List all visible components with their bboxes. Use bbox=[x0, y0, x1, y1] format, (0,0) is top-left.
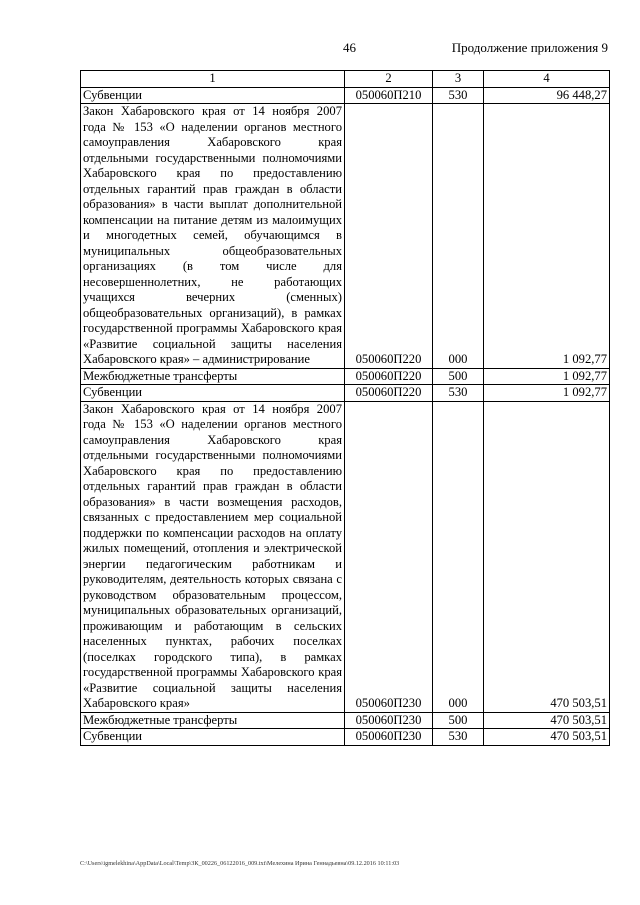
table-header-row bbox=[81, 71, 610, 88]
row-type: 500 bbox=[433, 368, 484, 385]
budget-table bbox=[80, 70, 610, 746]
row-amount: 96 448,27 bbox=[484, 87, 610, 104]
table-row bbox=[81, 87, 610, 104]
row-code: 050060П220 bbox=[345, 104, 433, 369]
row-amount: 1 092,77 bbox=[484, 368, 610, 385]
row-code: 050060П220 bbox=[345, 385, 433, 402]
document-footer-path: C:\Users\igmelekhina\AppData\Local\Temp\ЗК_00226_06122016_009.txt\Мелехина Ирина Геннадьевна\09.12.2016 10:11:03 bbox=[80, 860, 400, 867]
table-row bbox=[81, 712, 610, 729]
table-row bbox=[81, 729, 610, 746]
row-amount: 1 092,77 bbox=[484, 385, 610, 402]
row-code: 050060П220 bbox=[345, 368, 433, 385]
row-amount: 1 092,77 bbox=[484, 104, 610, 369]
column-header-2: 2 bbox=[345, 71, 433, 88]
row-type: 000 bbox=[433, 104, 484, 369]
row-name: Субвенции bbox=[81, 729, 345, 746]
row-name: Межбюджетные трансферты bbox=[81, 712, 345, 729]
row-code: 050060П210 bbox=[345, 87, 433, 104]
row-name: Межбюджетные трансферты bbox=[81, 368, 345, 385]
row-type: 500 bbox=[433, 712, 484, 729]
row-type: 530 bbox=[433, 729, 484, 746]
row-name: Закон Хабаровского края от 14 ноября 2007 года № 153 «О наделении органов местного самоуправления Хабаровского края отдельными государственными полномочиями Хабаровского края по предоставлению отдельных гарантий прав граждан в области образования» в части возмещения расходов, связанных с предоставлением мер социальной поддержки по компенсации расходов на оплату жилых помещений, отопления и электрической энергии педагогическим работникам и руководителям, деятельность которых связана с руководством образовательным процессом, муниципальных образовательных организаций, проживающим и работающим в сельских населенных пунктах, рабочих поселках (поселках городского типа), в рамках государственной программы Хабаровского края «Развитие социальной защиты населения Хабаровского края» bbox=[81, 401, 345, 712]
row-amount: 470 503,51 bbox=[484, 729, 610, 746]
table-row bbox=[81, 368, 610, 385]
row-name: Субвенции bbox=[81, 385, 345, 402]
row-amount: 470 503,51 bbox=[484, 401, 610, 712]
row-code: 050060П230 bbox=[345, 401, 433, 712]
continuation-label: Продолжение приложения 9 bbox=[451, 40, 608, 55]
row-amount: 470 503,51 bbox=[484, 712, 610, 729]
row-name: Субвенции bbox=[81, 87, 345, 104]
column-header-3: 3 bbox=[433, 71, 484, 88]
row-code: 050060П230 bbox=[345, 712, 433, 729]
column-header-4: 4 bbox=[484, 71, 610, 88]
column-header-1: 1 bbox=[81, 71, 345, 88]
page-number: 46 bbox=[343, 40, 356, 55]
row-type: 530 bbox=[433, 385, 484, 402]
row-name: Закон Хабаровского края от 14 ноября 2007 года № 153 «О наделении органов местного самоуправления Хабаровского края отдельными государственными полномочиями Хабаровского края по предоставлению отдельных гарантий прав граждан в области образования» в части выплат дополнительной компенсации на питание детям из малоимущих и многодетных семей, обучающимся в муниципальных общеобразовательных организациях (в том числе для несовершеннолетних, не работающих учащихся вечерних (сменных) общеобразовательных организаций), в рамках государственной программы Хабаровского края «Развитие социальной защиты населения Хабаровского края» – администрирование bbox=[81, 104, 345, 369]
row-type: 000 bbox=[433, 401, 484, 712]
row-type: 530 bbox=[433, 87, 484, 104]
table-row bbox=[81, 104, 610, 369]
row-code: 050060П230 bbox=[345, 729, 433, 746]
table-row bbox=[81, 385, 610, 402]
table-row bbox=[81, 401, 610, 712]
